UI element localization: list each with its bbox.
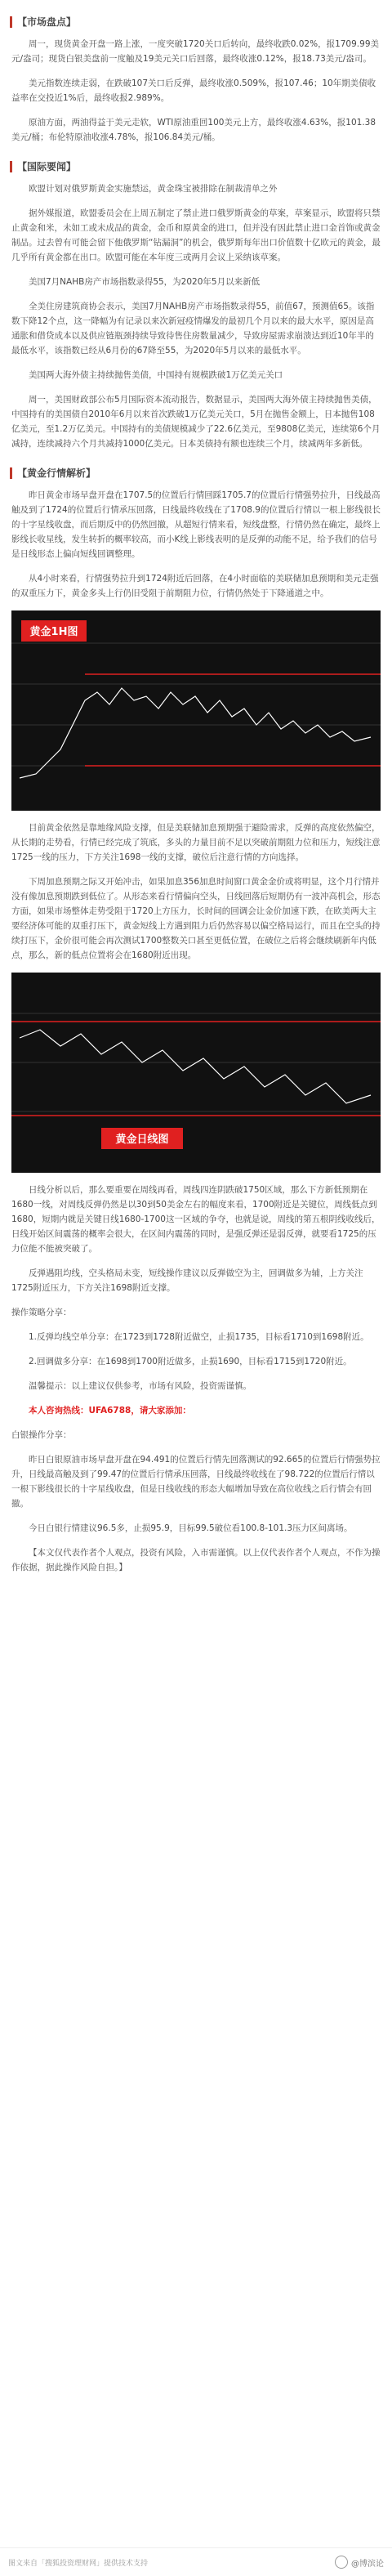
paragraph: 全美住房建筑商协会表示，美国7月NAHB房产市场指数录得55，前值67，预测值65。该指数下降12个点，这一降幅为有记录以来次新冠疫情爆发的最初几个月以来的最大水平，原因是高通胀和借贷成本以及供应链瓶颈持续导致待售住房数量减少，导致房屋需求崩溃达到近10年半的最低水平，该指数已经从6月份的67降至55，为2020年5月以来的最低水平。 bbox=[11, 302, 375, 356]
strategy-item: 温馨提示：以上建议仅供参考，市场有风险，投资需谨慎。 bbox=[29, 1381, 252, 1391]
paragraph: 反弹遇阻均线，空头格局未变，短线操作建议以反弹做空为主，回调做多为辅，上方关注1725附近压力，下方关注1698附近支撑。 bbox=[11, 1268, 363, 1293]
paragraph: 今日白银行情建议96.5多，止损95.9，目标99.5破位看100.8-101.3压力区间离场。 bbox=[29, 1523, 353, 1533]
paragraph: 目前黄金依然是靠地缘风险支撑，但是美联储加息预期强于避险需求，反弹的高度依然偏空，从长期的走势看，行情已经完成了筑底，多头的力量目前不足以突破前期阻力位和压力，短线注意1725一线的压力，下方关注1698一线的支撑，破位后注意行情的方向选择。 bbox=[11, 823, 381, 862]
section-title: 【黄金行情解析】 bbox=[17, 467, 96, 479]
paragraph: 原油方面，两油得益于美元走软，WTI原油重回100美元上方，最终收涨4.63%，报101.38美元/桶；布伦特原油收涨4.78%，报106.84美元/桶。 bbox=[11, 118, 376, 142]
paragraph: 下周加息预期之际又开始冲击，如果加息356加息时间窗口黄金金价或将明显，这个月行情并没有像加息预期跌到低位了。从形态来看行情偏向空头，日线回落后短期仍有一波冲高机会，形态方面，如果市场整体走势受阻于1720上方压力，长时间的回调会让金价加速下跌，在欧美两大主要经济体可能的双重打压下，黄金短线上方遇到阻力后仍然容易以偏空格局运行，而且在空头的持续打压下，金价很可能会再次测试1700整数关口甚至更低位置，在破位之后将会继续刷新年内低点，那么，新的低点位置将会在1680附近出现。 bbox=[11, 877, 381, 960]
section-title: 【国际要闻】 bbox=[17, 161, 77, 172]
disclaimer: 【本文仅代表作者个人观点，投资有风险，入市需谨慎。以上仅代表作者个人观点，不作为操作依据，据此操作风险自担。】 bbox=[11, 1548, 381, 1572]
footer bbox=[0, 2547, 392, 2576]
paragraph: 欧盟计划对俄罗斯黄金实施禁运，黄金珠宝被排除在制裁清单之外 bbox=[29, 184, 278, 194]
paragraph: 美国7月NAHB房产市场指数录得55，为2020年5月以来新低 bbox=[29, 277, 261, 287]
strategy-item: 1.反弹均线空单分享：在1723到1728附近做空，止损1735，目标看1710到1698附近。 bbox=[29, 1332, 369, 1342]
footer-brand-text: @博滨论 bbox=[351, 2559, 384, 2569]
paragraph: 从4小时来看，行情强势拉升到1724附近后回落，在4小时面临的美联储加息预期和美元走强的双重压力下，黄金多头上行仍旧受阻于前期阻力位，行情仍然处于下降通道之中。 bbox=[11, 574, 379, 598]
section-marker bbox=[10, 467, 12, 479]
section-marker bbox=[10, 161, 12, 172]
paragraph: 美国两大海外债主持续抛售美债，中国持有规模跌破1万亿美元关口 bbox=[29, 370, 283, 380]
paragraph: 周一，美国财政部公布5月国际资本流动报告，数据显示，美国两大海外债主持续抛售美债，中国持有的美国债自2010年6月以来首次跌破1万亿美元关口，5月在抛售金额上，日本抛售108亿美元，至1.2万亿美元。中国持有的美债规模减少了22.6亿美元，至9808亿美元，连续第6个月减持，连续减持六个月共减持1000亿美元。日本美债持有额也连续三个月，续减两年多新低。 bbox=[11, 395, 381, 449]
strategy-heading: 操作策略分享： bbox=[11, 1308, 72, 1317]
brand-logo-icon bbox=[335, 2556, 348, 2569]
strategy-item: 2.回调做多分享：在1698到1700附近做多，止损1690，目标看1715到1720附近。 bbox=[29, 1357, 352, 1366]
contact-line: 本人咨询热线：UFA6788，请大家添加： bbox=[29, 1406, 191, 1415]
chart-label: 黄金日线图 bbox=[115, 1134, 169, 1146]
chart-svg bbox=[11, 973, 381, 1173]
section-head-news bbox=[10, 159, 382, 173]
strategy-heading: 白银操作分享： bbox=[11, 1430, 72, 1440]
footer-brand bbox=[335, 2556, 384, 2569]
gold-1h-chart-image bbox=[11, 610, 381, 811]
gold-daily-chart-image bbox=[11, 973, 381, 1173]
paragraph: 昨日黄金市场早盘开盘在1707.5的位置后行情回踩1705.7的位置后行情强势拉升，日线最高触及到了1724的位置后行情承压回落，日线最终收线在了1708.9的位置后行情以一根上影线很长的十字星线收盘，而后期反中的仍然回撤，从超短行情来看，短线盘整，行情仍然在确定，最终上影线长收星线，发生转折的概率较高，而小K线上影线表明的是反弹的动能不足，给予我们的信号是日线形态上偏向短线回调整理。 bbox=[11, 490, 381, 559]
paragraph: 周一，现货黄金开盘一路上涨，一度突破1720关口后转向，最终收跌0.02%，报1709.99美元/盎司；现货白银美盘前一度触及19美元关口后回落，最终收涨0.12%，报18.73美元/盎司。 bbox=[11, 39, 379, 64]
section-head-market bbox=[10, 15, 382, 29]
paragraph: 昨日白银原油市场早盘开盘在94.491的位置后行情先回落测试的92.665的位置后行情强势拉升，日线最高触及到了99.47的位置后行情承压回落，日线最终收线在了98.722的位置后行情以一根下影线很长的十字星线收盘，但是日线收线的形态大幅增加导致在高位收线之后行情会有回撤。 bbox=[11, 1455, 381, 1509]
chart-svg bbox=[11, 610, 381, 811]
footer-source: 图文来自「搜狐投资理财网」提供技术支持 bbox=[8, 2559, 149, 2568]
paragraph: 日线分析以后，那么要重要在周线再看，周线四连阴跌破1750区域，那么下方新低预期在1680一线，对周线反弹仍然是以30到50美金左右的幅度来看，1700附近是关键位，周线低点到1680，短期内就是关键日线1680-1700这一区域的争夺，也就是说，周线的第五根阴线收线后，日线开始区间震荡的概率会很大，在区间内震荡的同时，是强反弹还是弱反弹，就要看1725的压力位能不能被突破了。 bbox=[11, 1185, 381, 1254]
section-head-gold bbox=[10, 466, 382, 480]
paragraph: 据外媒报道，欧盟委员会在上周五制定了禁止进口俄罗斯黄金的草案，草案显示，欧盟将只禁止黄金和米，未如工或未成品的黄金，金币和原黄金的进口，但并没有因此禁止进口金首饰或黄金制品。过去曾有可能会留下他俄罗斯“钻漏洞”的机会，俄罗斯每年出口价值数十亿欧元的黄金，最几乎所有黄金都在出口。欧盟可能在本年度三或两月会议上采纳该草案。 bbox=[11, 208, 381, 262]
chart-label: 黄金1H图 bbox=[29, 626, 78, 638]
section-title: 【市场盘点】 bbox=[17, 16, 77, 28]
paragraph: 美元指数连续走弱，在跌破107关口后反弹，最终收涨0.509%，报107.46；10年期美债收益率在交投近1%后，最终收报2.989%。 bbox=[11, 78, 376, 103]
section-marker bbox=[10, 16, 12, 28]
